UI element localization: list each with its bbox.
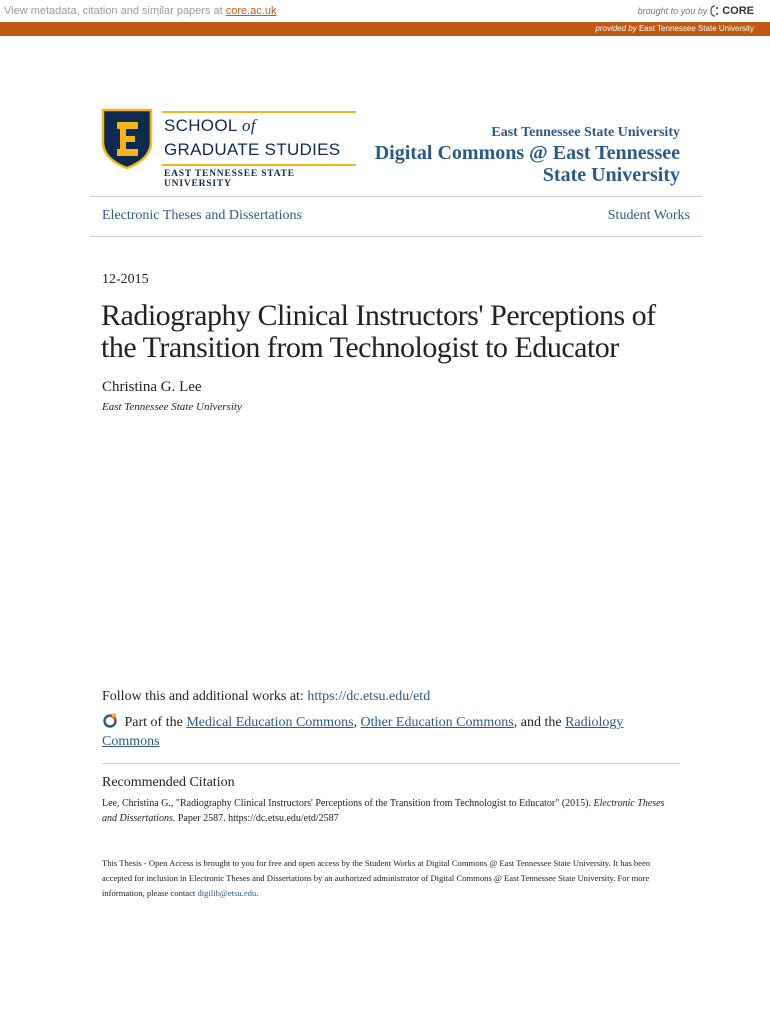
follow-link[interactable]: https://dc.etsu.edu/etd [307, 689, 431, 704]
core-provider-bar [0, 22, 770, 36]
core-provided-by [595, 24, 754, 33]
provider-name: East Tennessee State University [638, 24, 754, 33]
notice-end: . [256, 888, 259, 898]
access-notice [102, 856, 668, 901]
bepress-commons-icon [102, 712, 118, 728]
radiology-commons-link[interactable]: Radiology Commons [102, 715, 624, 749]
core-link[interactable]: core.ac.uk [225, 5, 277, 17]
student-works-link[interactable]: Student Works [607, 208, 690, 223]
graduate-school-logo[interactable] [100, 108, 360, 189]
etsu-shield-icon [100, 108, 154, 170]
contact-email-link[interactable]: digilib@etsu.edu [197, 888, 257, 898]
logo-middle-rule [162, 164, 356, 166]
citation-heading: Recommended Citation [102, 775, 235, 790]
core-metadata-text: View metadata, citation and similar papers at [4, 5, 223, 17]
other-education-commons-link[interactable]: Other Education Commons [360, 715, 514, 730]
collection-link[interactable]: Electronic Theses and Dissertations [102, 208, 302, 223]
citation-tail: Paper 2587. https://dc.etsu.edu/etd/2587 [177, 813, 339, 824]
repository-org[interactable]: East Tennessee State University [491, 125, 680, 140]
part-of-line [102, 712, 662, 751]
core-logo-icon [710, 5, 720, 17]
brought-by-text: brought to you by [637, 6, 708, 16]
provided-by-label: provided by [595, 24, 637, 33]
citation-main: Lee, Christina G., "Radiography Clinical Instructors' Perceptions of the Transition from Technologist to Educator" (2015). [102, 798, 591, 809]
logo-school-text [164, 116, 256, 136]
document-title: Radiography Clinical Instructors' Perceptions of the Transition from Technologist to Educator [101, 299, 656, 364]
follow-line [102, 689, 430, 705]
logo-university: EAST TENNESSEE STATE UNIVERSITY [164, 169, 295, 189]
publication-date: 12-2015 [102, 272, 149, 287]
logo-school-word: SCHOOL [164, 116, 237, 135]
author-affiliation: East Tennessee State University [102, 401, 242, 413]
core-brought-by [638, 5, 754, 17]
author-name[interactable]: Christina G. Lee [102, 379, 202, 395]
nav-top-divider [90, 196, 702, 197]
nav-bottom-divider [90, 236, 702, 237]
logo-graduate-studies: GRADUATE STUDIES [164, 140, 341, 159]
core-logo-text: CORE [722, 5, 754, 17]
repository-name[interactable]: Digital Commons @ East Tennessee State University [374, 142, 680, 186]
core-logo[interactable] [710, 5, 754, 17]
citation-text [102, 796, 668, 826]
citation-divider [102, 763, 680, 764]
medical-education-commons-link[interactable]: Medical Education Commons [186, 715, 354, 730]
logo-of-word: of [242, 116, 256, 135]
follow-text: Follow this and additional works at: [102, 689, 304, 704]
part-of-prefix: Part of the [124, 715, 183, 730]
part-of-sep2: , and the [513, 715, 562, 730]
core-banner [0, 0, 770, 22]
citation-series: Electronic Theses and Dissertations. [102, 798, 665, 824]
logo-top-rule [162, 111, 356, 113]
part-of-sep1: , [353, 715, 358, 730]
notice-text: This Thesis - Open Access is brought to you for free and open access by the Student Works at Digital Commons @ East Tennessee State University. It has been accepted for inclusion in Electronic Theses and Dissertations by an authorized administrator of Digital Commons @ East Tennessee State University. For more information, please contact [102, 858, 651, 898]
core-metadata-line [4, 5, 277, 17]
